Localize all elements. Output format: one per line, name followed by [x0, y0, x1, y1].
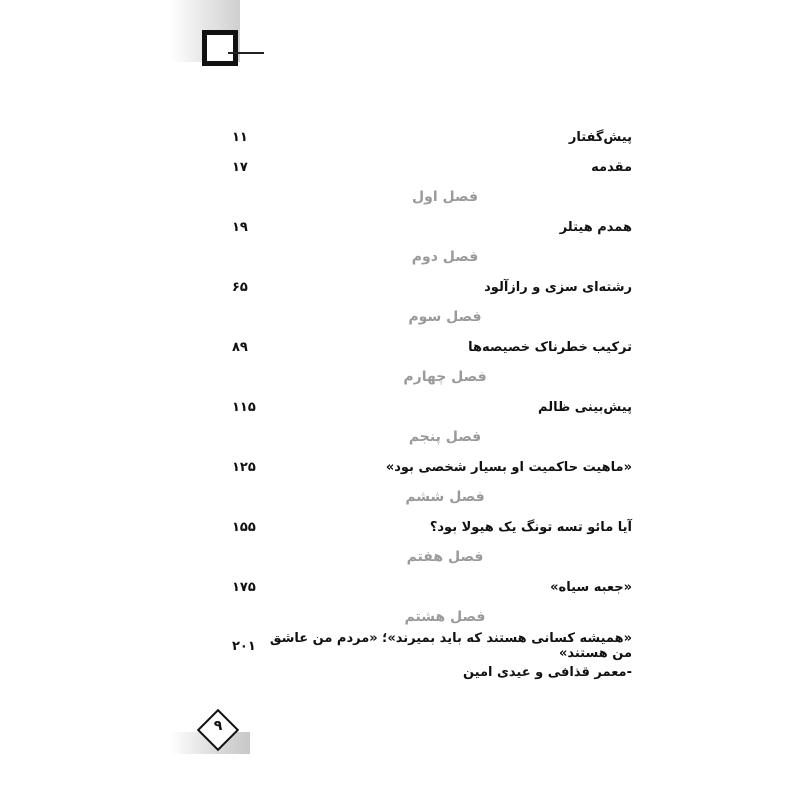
toc-entry: [226, 332, 632, 362]
page-number: ۹: [213, 718, 223, 734]
toc-entry: [226, 512, 632, 542]
toc-entry-title: پیش‌بینی ظالم: [538, 399, 632, 415]
toc-entry: [226, 152, 632, 182]
toc-entry-title: ترکیب خطرناک خصیصه‌ها: [468, 339, 632, 355]
toc-entry-title: رشته‌ای سزی و رازآلود: [484, 279, 632, 295]
toc-entry-page: ۱۱: [232, 129, 248, 145]
chapter-heading: فصل هفتم: [406, 549, 484, 565]
toc-entry-title: «جعبه سیاه»: [550, 579, 632, 595]
toc-entry-title: «ماهیت حاکمیت او بسیار شخصی بود»: [385, 459, 632, 475]
toc-entry-page: ۱۱۵: [232, 399, 256, 415]
chapter-heading: فصل دوم: [411, 249, 479, 265]
toc-entry: [226, 632, 632, 660]
toc-entry: [226, 272, 632, 302]
table-of-contents: [226, 122, 632, 686]
toc-entry-page: ۱۷: [232, 159, 248, 175]
toc-entry-page: ۸۹: [232, 339, 248, 355]
chapter-heading: فصل سوم: [408, 309, 482, 325]
toc-entry-page: ۶۵: [232, 279, 248, 295]
toc-entry-byline: -معمر قذافی و عیدی امین: [462, 665, 632, 680]
chapter-heading: فصل هشتم: [404, 609, 486, 625]
toc-entry-page: ۲۰۱: [232, 638, 256, 654]
chapter-heading: فصل پنجم: [408, 429, 482, 445]
toc-entry-page: ۱۷۵: [232, 579, 256, 595]
toc-entry-title: پیش‌گفتار: [568, 129, 632, 145]
toc-entry: [226, 122, 632, 152]
toc-entry-title: «همیشه کسانی هستند که باید بمیرند»؛ «مردم من عاشق من هستند»: [269, 631, 632, 661]
top-rule: [228, 52, 264, 54]
toc-entry-page: ۱۹: [232, 219, 248, 235]
toc-entry-page: ۱۵۵: [232, 519, 256, 535]
chapter-heading: فصل ششم: [405, 489, 485, 505]
toc-entry-title: آیا مائو تسه تونگ یک هیولا بود؟: [429, 519, 632, 535]
chapter-heading: فصل چهارم: [403, 369, 487, 385]
chapter-heading: فصل اول: [412, 189, 478, 205]
toc-entry: [226, 572, 632, 602]
toc-entry-page: ۱۲۵: [232, 459, 256, 475]
top-square-ornament: [202, 30, 238, 66]
toc-entry: [226, 452, 632, 482]
toc-entry: [226, 212, 632, 242]
toc-entry: [226, 392, 632, 422]
toc-entry-title: همدم هیتلر: [559, 219, 632, 235]
toc-entry-title: مقدمه: [591, 159, 632, 175]
